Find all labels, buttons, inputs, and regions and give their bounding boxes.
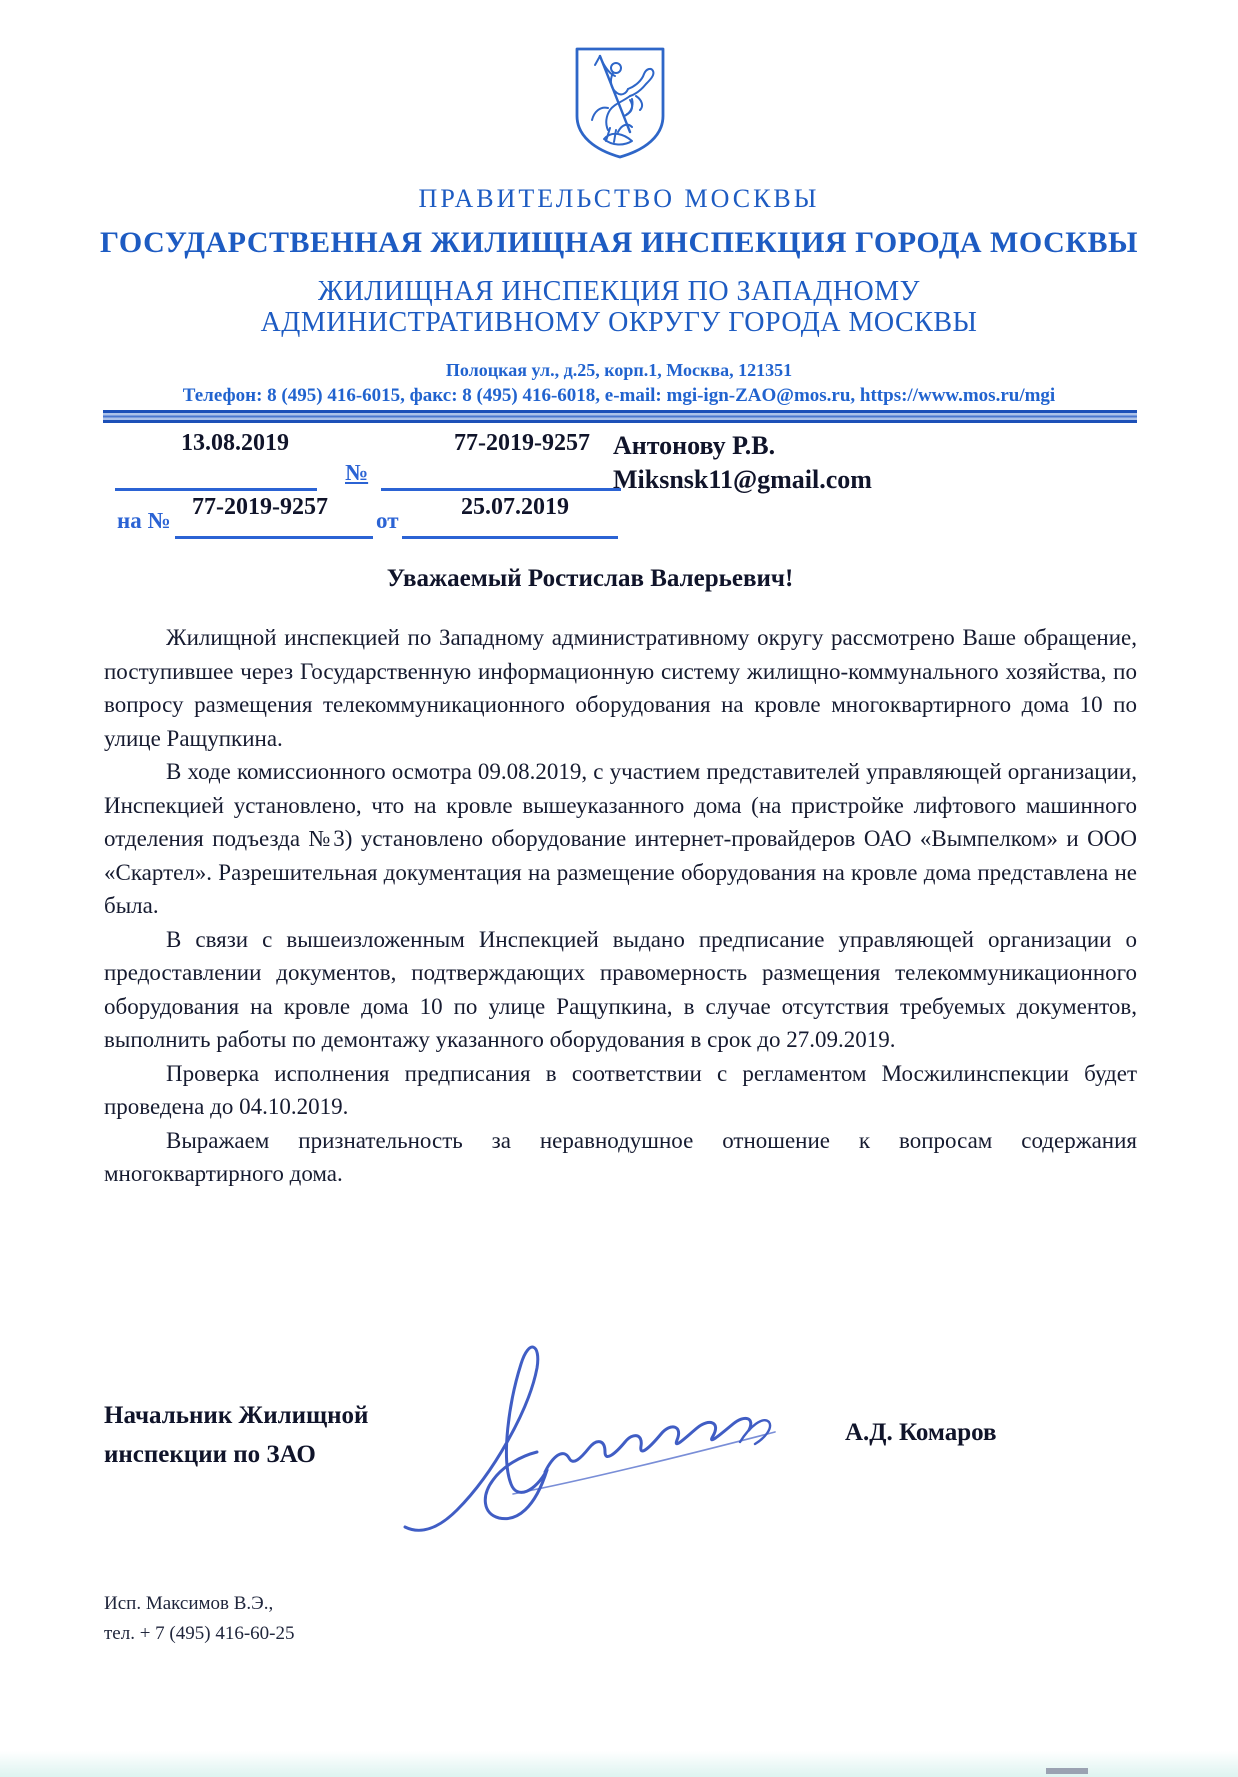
paragraph-3: В связи с вышеизложенным Инспекцией выдано предписание управляющей организации о предоставлении документов, подтверждающих правомерность размещения телекоммуникационного оборудования на кровле дома 10 по улице Ращупкина, в случае отсутствия требуемых документов, выполнить работы по демонтажу указанного оборудования в срок до 27.09.2019.	[104, 926, 1137, 1052]
incoming-number-value: 77-2019-9257	[192, 494, 328, 520]
government-title: ПРАВИТЕЛЬСТВО МОСКВЫ	[418, 184, 820, 213]
scan-artifact-dash	[1046, 1768, 1088, 1774]
ot-label: от	[376, 508, 399, 533]
division-name-line2: АДМИНИСТРАТИВНОМУ ОКРУГУ ГОРОДА МОСКВЫ	[260, 307, 978, 338]
division-name-line1: ЖИЛИЩНАЯ ИНСПЕКЦИЯ ПО ЗАПАДНОМУ	[317, 276, 920, 307]
executor-name: Исп. Максимов В.Э.,	[104, 1593, 274, 1614]
signer-name: А.Д. Комаров	[845, 1419, 997, 1446]
organization-name: ГОСУДАРСТВЕННАЯ ЖИЛИЩНАЯ ИНСПЕКЦИЯ ГОРОДА МОСКВЫ	[100, 226, 1138, 259]
addressee-name: Антонову Р.В.	[613, 431, 776, 460]
paragraph-1: Жилищной инспекцией по Западному административному округу рассмотрено Ваше обращение, поступившее через Государственную информационную систему жилищно-коммунального хозяйства, по вопросу размещения телекоммуникационного оборудования на кровле многоквартирного дома 10 по улице Ращупкина.	[104, 625, 1137, 751]
number-sign-label: №	[345, 460, 369, 485]
letter-body	[104, 621, 1137, 1191]
addressee-email: Miksnsk11@gmail.com	[613, 465, 872, 494]
incoming-date-value: 25.07.2019	[461, 494, 569, 520]
blank-line	[175, 536, 373, 539]
salutation: Уважаемый Ростислав Валерьевич!	[386, 565, 794, 592]
outgoing-number-value: 77-2019-9257	[454, 430, 590, 456]
paragraph-5: Выражаем признательность за неравнодушное отношение к вопросам содержания многоквартирного дома.	[104, 1127, 1137, 1186]
signer-title	[104, 1396, 368, 1474]
moscow-coat-of-arms-icon	[570, 44, 670, 162]
blank-line	[402, 536, 618, 539]
paragraph-2: В ходе комиссионного осмотра 09.08.2019, с участием представителей управляющей организации, Инспекцией установлено, что на кровле вышеуказанного дома (на пристройке лифтового машинного отделения подъезда №3) установлено оборудование интернет-провайдеров ОАО «Вымпелком» и ООО «Скартел». Разрешительная документация на размещение оборудования на кровле дома представлена не была.	[104, 759, 1137, 918]
na-no-label: на №	[117, 508, 171, 533]
org-address: Полоцкая ул., д.25, корп.1, Москва, 121351	[445, 360, 793, 380]
paragraph-4: Проверка исполнения предписания в соответствии с регламентом Мосжилинспекции будет проведена до 04.10.2019.	[104, 1060, 1137, 1119]
signer-title-line1: Начальник Жилищной	[104, 1402, 369, 1429]
blank-line	[115, 488, 317, 491]
org-contacts: Телефон: 8 (495) 416-6015, факс: 8 (495) 416-6018, e-mail: mgi-ign-ZAO@mos.ru, https://www.mos.ru/mgi	[182, 385, 1056, 406]
blank-line	[381, 488, 621, 491]
handwritten-signature	[395, 1322, 815, 1537]
executor-block	[104, 1589, 295, 1649]
executor-phone: тел. + 7 (495) 416-60-25	[104, 1623, 295, 1644]
reference-block	[105, 428, 675, 553]
outgoing-date-value: 13.08.2019	[181, 430, 289, 456]
signer-title-line2: инспекции по ЗАО	[104, 1441, 316, 1468]
letterhead-divider	[103, 410, 1137, 423]
addressee-block	[613, 429, 872, 497]
